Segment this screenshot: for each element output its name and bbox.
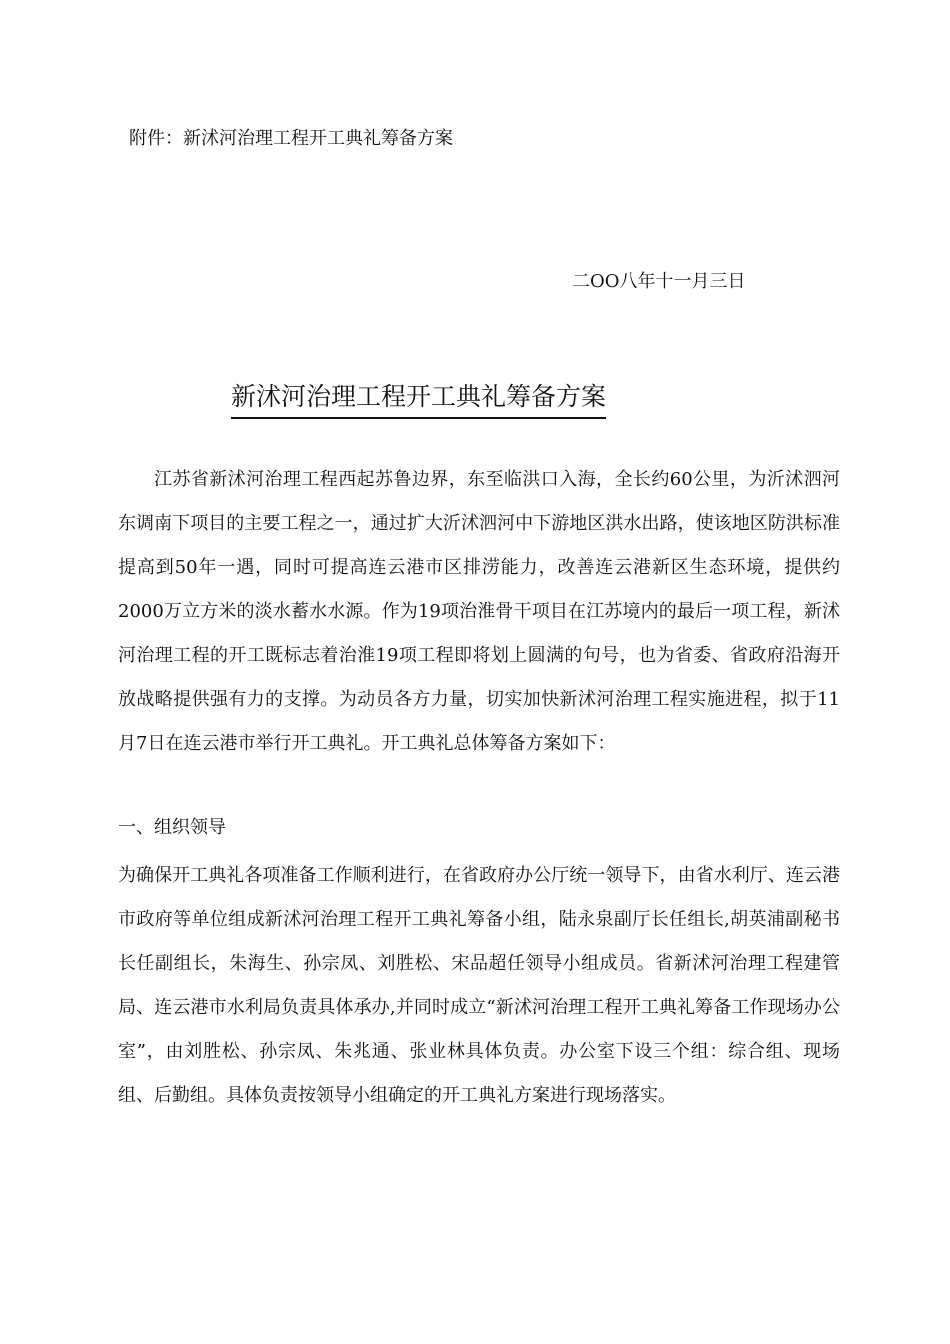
document-title: 新沭河治理工程开工典礼筹备方案 [231,380,606,419]
document-date: 二OO八年十一月三日 [572,271,746,292]
section-heading-organization: 一、组织领导 [118,817,226,838]
attachment-line: 附件：新沭河治理工程开工典礼筹备方案 [129,128,453,149]
paragraph-organization: 为确保开工典礼各项准备工作顺利进行，在省政府办公厅统一领导下，由省水利厅、连云港市政府等单位组成新沭河治理工程开工典礼筹备小组，陆永泉副厅长任组长,胡英浦副秘书长任副组长，朱海生、孙宗凤、刘胜松、宋品超任领导小组成员。省新沭河治理工程建管局、连云港市水利局负责具体承办,并同时成立“新沭河治理工程开工典礼筹备工作现场办公室”，由刘胜松、孙宗凤、朱兆通、张业林具体负责。办公室下设三个组：综合组、现场组、后勤组。具体负责按领导小组确定的开工典礼方案进行现场落实。 [118,865,840,1106]
paragraph-intro: 江苏省新沭河治理工程西起苏鲁边界，东至临洪口入海，全长约60公里，为沂沭泗河东调南下项目的主要工程之一，通过扩大沂沭泗河中下游地区洪水出路，使该地区防洪标准提高到50年一遇，同时可提高连云港市区排涝能力，改善连云港新区生态环境，提供约2000万立方米的淡水蓄水水源。作为19项治淮骨干项目在江苏境内的最后一项工程，新沭河治理工程的开工既标志着治淮19项工程即将划上圆满的句号，也为省委、省政府沿海开放战略提供强有力的支撑。为动员各方力量，切实加快新沭河治理工程实施进程，拟于11月7日在连云港市举行开工典礼。开工典礼总体筹备方案如下： [118,469,840,754]
